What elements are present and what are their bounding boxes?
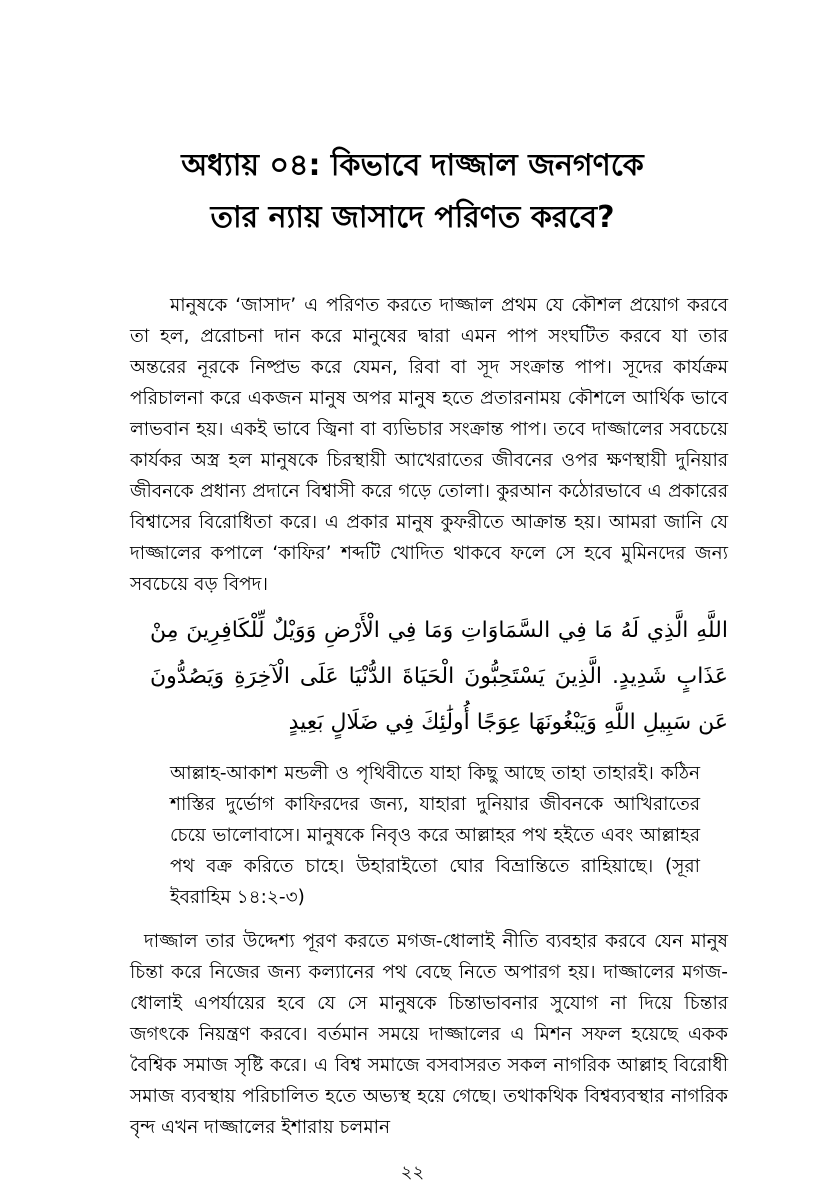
chapter-title	[60, 140, 765, 244]
chapter-title-line-2: তার ন্যায় জাসাদে পরিণত করবে?	[210, 200, 615, 235]
body-paragraph-2: দাজ্জাল তার উদ্দেশ্য পূরণ করতে মগজ-ধোলাই নীতি ব্যবহার করবে যেন মানুষ চিন্তা করে নিজের জন্য কল্যানের পথ বেছে নিতে অপারগ হয়। দাজ্জালের মগজ-ধোলাই এপর্যায়ের হবে যে সে মানুষকে চিন্তাভাবনার সুযোগ না দিয়ে চিন্তার জগৎকে নিয়ন্ত্রণ করবে। বর্তমান সময়ে দাজ্জালের এ মিশন সফল হয়েছে একক বৈশ্বিক সমাজ সৃষ্টি করে। এ বিশ্ব সমাজে বসবাসরত সকল নাগরিক আল্লাহ বিরোধী সমাজ ব্যবস্থায় পরিচালিত হতে অভ্যস্থ হয়ে গেছে। তথাকথিক বিশ্বব্যবস্থার নাগরিক বৃন্দ এখন দাজ্জালের ইশারায় চলমান	[130, 931, 728, 1138]
page-number: ২২	[400, 1162, 425, 1183]
body-paragraph-1: মানুষকে ‘জাসাদ’ এ পরিণত করতে দাজ্জাল প্রথম যে কৌশল প্রয়োগ করবে তা হল, প্ররোচনা দান করে মানুষের দ্বারা এমন পাপ সংঘটিত করবে যা তার অন্তরের নূরকে নিষ্প্রভ করে যেমন, রিবা বা সূদ সংক্রান্ত পাপ। সূদের কার্যক্রম পরিচালনা করে একজন মানুষ অপর মানুষ হতে প্রতারনাময় কৌশলে আর্থিক ভাবে লাভবান হয়। একই ভাবে জ্বিনা বা ব্যভিচার সংক্রান্ত পাপ। তবে দাজ্জালের সবচেয়ে কার্যকর অস্ত্র হল মানুষকে চিরস্থায়ী আখেরাতের জীবনের ওপর ক্ষণস্থায়ী দুনিয়ার জীবনকে প্রধান্য প্রদানে বিশ্বাসী করে গড়ে তোলা। কুরআন কঠোরভাবে এ প্রকারের বিশ্বাসের বিরোধিতা করে। এ প্রকার মানুষ কুফরীতে আক্রান্ত হয়। আমরা জানি যে দাজ্জালের কপালে ‘কাফির’ শব্দটি খোদিত থাকবে ফলে সে হবে মুমিনদের জন্য সবচেয়ে বড় বিপদ।	[130, 295, 729, 595]
arabic-quran-verse: اللَّهِ الَّذِي لَهُ مَا فِي السَّمَاوَاتِ وَمَا فِي الْأَرْضِ وَوَيْلٌ لِّلْكَافِرِينَ مِنْ عَذَابٍ شَدِيدٍ. الَّذِينَ يَسْتَحِبُّونَ الْحَيَاةَ الدُّنْيَا عَلَى الْآخِرَةِ وَيَصُدُّونَ عَن سَبِيلِ اللَّهِ وَيَبْغُونَهَا عِوَجًا أُولَٰئِكَ فِي ضَلَالٍ بَعِيدٍ	[150, 618, 728, 735]
verse-translation: আল্লাহ-আকাশ মন্ডলী ও পৃথিবীতে যাহা কিছু আছে তাহা তাহারই। কঠিন শাস্তির দুর্ভোগ কাফিরদের জন্য, যাহারা দুনিয়ার জীবনকে আখিরাতের চেয়ে ভালোবাসে। মানুষকে নিবৃও করে আল্লাহর পথ হইতে এবং আল্লাহর পথ বক্র করিতে চাহে। উহারাইতো ঘোর বিভ্রান্তিতে রাহিয়াছে। (সূরা ইবরাহিম ১৪:২-৩)	[170, 763, 700, 908]
chapter-title-line-1: অধ্যায় ০৪: কিভাবে দাজ্জাল জনগণকে	[181, 148, 644, 183]
